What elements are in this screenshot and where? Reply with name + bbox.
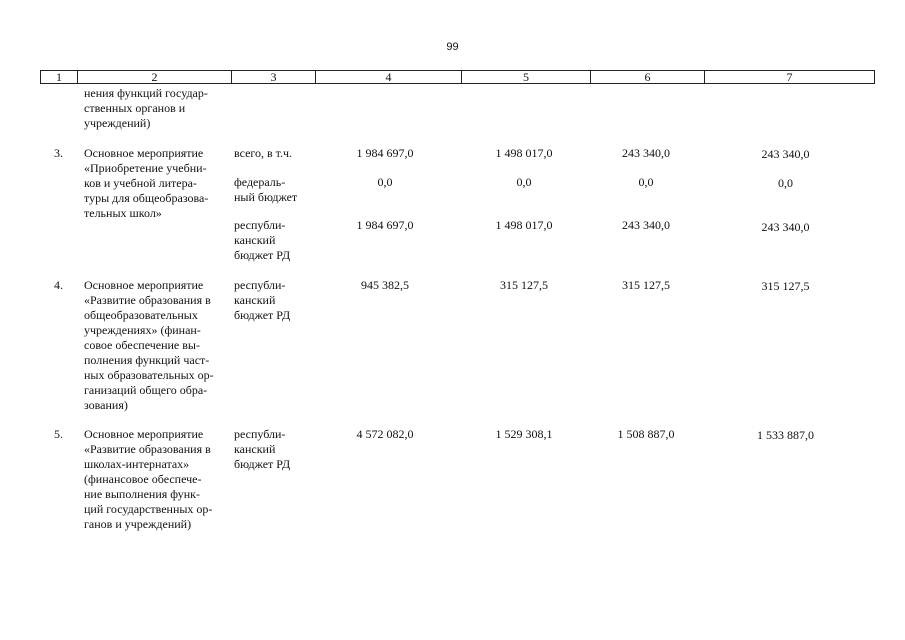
text-line: общеобразовательных	[84, 308, 198, 322]
header-cell-4: 4	[316, 71, 462, 83]
text-line: «Развитие образования в	[84, 293, 211, 307]
text-line: полнения функций част-	[84, 353, 210, 367]
text-line: ных образовательных ор-	[84, 368, 214, 382]
text-line: ков и учебной литера-	[84, 176, 197, 190]
row-name	[84, 146, 229, 221]
text-line: Основное мероприятие	[84, 146, 204, 160]
value-total: 945 382,5	[361, 278, 409, 292]
text-line: ганов и учреждений)	[84, 517, 192, 531]
text-line: республи-	[234, 218, 286, 232]
text-line: нения функций государ-	[84, 86, 208, 100]
header-cell-2: 2	[78, 71, 232, 83]
page-number: 99	[446, 41, 459, 53]
text-line: республи-	[234, 278, 286, 292]
text-line: ственных органов и	[84, 101, 186, 115]
value-year-1: 1 529 308,1	[495, 427, 553, 441]
value-total: 0,0	[377, 175, 393, 189]
text-line: «Приобретение учебни-	[84, 161, 207, 175]
text-line: ние выполнения функ-	[84, 487, 200, 501]
row-number: 5.	[54, 427, 63, 441]
continuation-name	[84, 86, 229, 131]
value-year-2: 0,0	[638, 175, 654, 189]
text-line: (финансовое обеспече-	[84, 472, 202, 486]
header-cell-1: 1	[41, 71, 78, 83]
text-line: ганизаций общего обра-	[84, 383, 208, 397]
header-cell-7: 7	[786, 70, 793, 84]
text-line: совое обеспечение вы-	[84, 338, 200, 352]
text-line: зования)	[84, 398, 128, 412]
row-number: 3.	[54, 146, 63, 160]
text-line: бюджет РД	[234, 457, 291, 471]
value-year-1: 1 498 017,0	[495, 218, 553, 232]
value-year-2: 243 340,0	[622, 146, 670, 160]
table-header-row	[40, 70, 875, 84]
value-year-3: 243 340,0	[761, 220, 810, 234]
value-year-3: 315 127,5	[761, 279, 810, 293]
text-line: федераль-	[234, 175, 286, 189]
text-line: учреждений)	[84, 116, 151, 130]
text-line: «Развитие образования в	[84, 442, 211, 456]
text-line: всего, в т.ч.	[234, 146, 293, 160]
value-total: 1 984 697,0	[356, 146, 414, 160]
text-line: республи-	[234, 427, 286, 441]
row-name	[84, 278, 229, 413]
text-line: бюджет РД	[234, 248, 291, 262]
text-line: Основное мероприятие	[84, 427, 204, 441]
value-year-2: 1 508 887,0	[617, 427, 675, 441]
text-line: канский	[234, 293, 276, 307]
text-line: школах-интернатах»	[84, 457, 190, 471]
text-line: тельных школ»	[84, 206, 162, 220]
value-year-1: 1 498 017,0	[495, 146, 553, 160]
header-cell-6: 6	[591, 71, 705, 83]
row-number: 4.	[54, 278, 63, 292]
text-line: бюджет РД	[234, 308, 291, 322]
text-line: Основное мероприятие	[84, 278, 204, 292]
value-total: 4 572 082,0	[356, 427, 414, 441]
row-name	[84, 427, 229, 532]
value-year-1: 315 127,5	[500, 278, 548, 292]
text-line: учреждениях» (финан-	[84, 323, 201, 337]
header-cell-3: 3	[232, 71, 316, 83]
text-line: канский	[234, 233, 276, 247]
value-year-3: 243 340,0	[761, 147, 810, 161]
header-cell-5: 5	[462, 71, 591, 83]
value-year-2: 243 340,0	[622, 218, 670, 232]
value-year-2: 315 127,5	[622, 278, 670, 292]
text-line: туры для общеобразова-	[84, 191, 209, 205]
text-line: ций государственных ор-	[84, 502, 213, 516]
text-line: канский	[234, 442, 276, 456]
text-line: ный бюджет	[234, 190, 298, 204]
value-year-3: 1 533 887,0	[757, 428, 814, 442]
value-total: 1 984 697,0	[356, 218, 414, 232]
value-year-1: 0,0	[516, 175, 532, 189]
value-year-3: 0,0	[778, 176, 793, 190]
